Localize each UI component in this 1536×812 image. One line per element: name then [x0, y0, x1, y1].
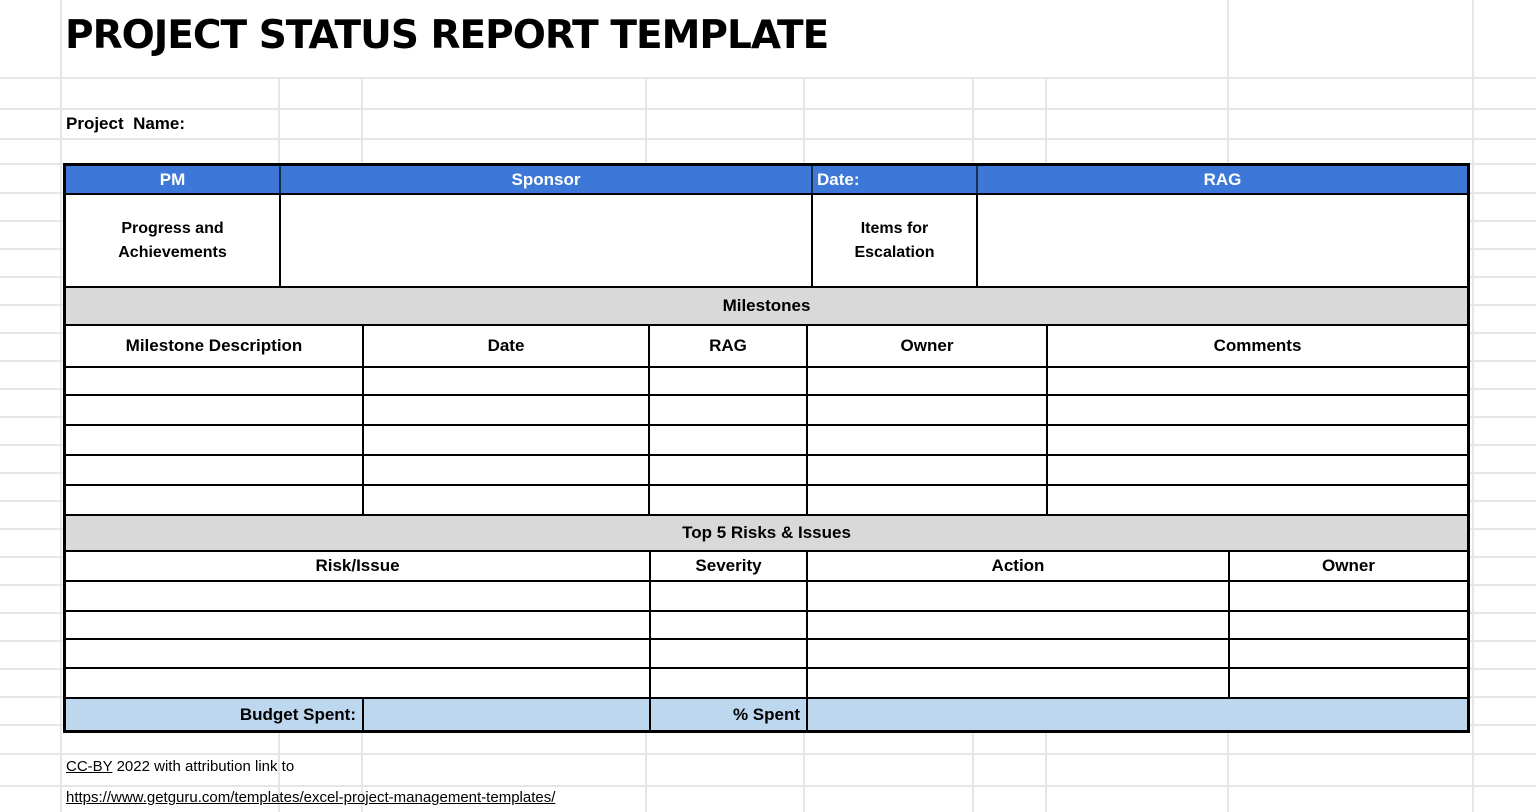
gridline-h [0, 753, 1536, 755]
gridline-h [0, 108, 1536, 110]
milestones-header-row [66, 326, 1467, 368]
risk-row-4 [66, 669, 1467, 699]
template-url-link[interactable]: https://www.getguru.com/templates/excel-project-management-templates/ [66, 789, 556, 806]
milestone-cell-r2c1[interactable] [66, 396, 364, 424]
milestone-cell-r5c3[interactable] [650, 486, 808, 514]
milestones-col-comments: Comments [1213, 336, 1302, 355]
milestone-cell-r1c4[interactable] [808, 368, 1048, 394]
risks-col-risk-issue: Risk/Issue [66, 552, 651, 580]
milestone-cell-r3c1[interactable] [66, 426, 364, 454]
progress-value-cell[interactable] [281, 195, 813, 286]
percent-spent-label: % Spent [651, 699, 808, 730]
milestone-row-2 [66, 396, 1467, 426]
info-header-sponsor: Sponsor [281, 166, 813, 193]
template-url-line [66, 789, 555, 806]
risk-cell-r3c2[interactable] [651, 640, 808, 667]
gridline-h [0, 77, 1536, 79]
milestone-cell-r3c5[interactable] [1048, 426, 1467, 454]
risk-cell-r2c4[interactable] [1230, 612, 1467, 638]
milestone-cell-r2c3[interactable] [650, 396, 808, 424]
gridline-v [1472, 0, 1474, 812]
info-header-pm: PM [66, 166, 281, 193]
milestone-row-1 [66, 368, 1467, 396]
cc-by-link[interactable]: CC-BY [66, 758, 113, 775]
info-header-row [66, 166, 1467, 195]
risk-cell-r4c1[interactable] [66, 669, 651, 697]
milestone-cell-r1c1[interactable] [66, 368, 364, 394]
gridline-h [0, 785, 1536, 787]
milestone-cell-r5c5[interactable] [1048, 486, 1467, 514]
info-header-date: Date: [813, 166, 978, 193]
milestone-row-4 [66, 456, 1467, 486]
risk-row-3 [66, 640, 1467, 669]
risk-cell-r1c3[interactable] [808, 582, 1230, 610]
milestone-cell-r4c4[interactable] [808, 456, 1048, 484]
gridline-h [0, 138, 1536, 140]
risks-col-severity: Severity [651, 552, 808, 580]
milestone-cell-r2c4[interactable] [808, 396, 1048, 424]
escalation-label-cell: Items for Escalation [813, 195, 978, 286]
risk-cell-r4c4[interactable] [1230, 669, 1467, 697]
progress-row [66, 195, 1467, 288]
milestone-cell-r5c4[interactable] [808, 486, 1048, 514]
milestones-col-rag: RAG [650, 326, 808, 366]
milestone-row-3 [66, 426, 1467, 456]
page-title: PROJECT STATUS REPORT TEMPLATE [65, 13, 829, 58]
attribution-text [66, 758, 294, 775]
milestones-section-title: Milestones [722, 296, 811, 315]
milestones-col-description: Milestone Description [66, 326, 364, 366]
milestone-cell-r4c2[interactable] [364, 456, 650, 484]
milestone-cell-r2c5[interactable] [1048, 396, 1467, 424]
milestone-cell-r1c3[interactable] [650, 368, 808, 394]
budget-row [66, 699, 1467, 730]
status-report-table [63, 163, 1470, 733]
gridline-v [60, 0, 62, 812]
risk-row-2 [66, 612, 1467, 640]
risk-cell-r2c3[interactable] [808, 612, 1230, 638]
risks-col-owner: Owner [1322, 556, 1375, 575]
escalation-value-cell[interactable] [978, 195, 1467, 286]
milestone-cell-r4c5[interactable] [1048, 456, 1467, 484]
risk-cell-r3c1[interactable] [66, 640, 651, 667]
milestone-cell-r2c2[interactable] [364, 396, 650, 424]
risk-cell-r1c1[interactable] [66, 582, 651, 610]
risk-row-1 [66, 582, 1467, 612]
risk-cell-r3c4[interactable] [1230, 640, 1467, 667]
risk-cell-r2c1[interactable] [66, 612, 651, 638]
milestone-row-5 [66, 486, 1467, 516]
milestones-section-row [66, 288, 1467, 326]
risks-section-row [66, 516, 1467, 552]
risk-cell-r1c2[interactable] [651, 582, 808, 610]
risks-col-action: Action [808, 552, 1230, 580]
milestone-cell-r1c5[interactable] [1048, 368, 1467, 394]
milestone-cell-r4c1[interactable] [66, 456, 364, 484]
percent-spent-value-cell[interactable] [808, 699, 1467, 730]
milestone-cell-r3c2[interactable] [364, 426, 650, 454]
project-name-label: Project Name: [66, 114, 186, 133]
risks-header-row [66, 552, 1467, 582]
risks-section-title: Top 5 Risks & Issues [682, 523, 851, 542]
milestone-cell-r5c2[interactable] [364, 486, 650, 514]
risk-cell-r1c4[interactable] [1230, 582, 1467, 610]
risk-cell-r4c2[interactable] [651, 669, 808, 697]
risk-cell-r2c2[interactable] [651, 612, 808, 638]
risks-body [66, 582, 1467, 699]
milestone-cell-r5c1[interactable] [66, 486, 364, 514]
budget-spent-value-cell[interactable] [364, 699, 651, 730]
risk-cell-r4c3[interactable] [808, 669, 1230, 697]
milestone-cell-r4c3[interactable] [650, 456, 808, 484]
attribution-rest: 2022 with attribution link to [112, 758, 295, 775]
milestones-body [66, 368, 1467, 516]
milestone-cell-r3c3[interactable] [650, 426, 808, 454]
milestones-col-date: Date [364, 326, 650, 366]
progress-label-cell: Progress and Achievements [66, 195, 281, 286]
risk-cell-r3c3[interactable] [808, 640, 1230, 667]
milestone-cell-r3c4[interactable] [808, 426, 1048, 454]
milestone-cell-r1c2[interactable] [364, 368, 650, 394]
info-header-rag: RAG [1203, 169, 1242, 189]
milestones-col-owner: Owner [808, 326, 1048, 366]
budget-spent-label: Budget Spent: [66, 699, 364, 730]
